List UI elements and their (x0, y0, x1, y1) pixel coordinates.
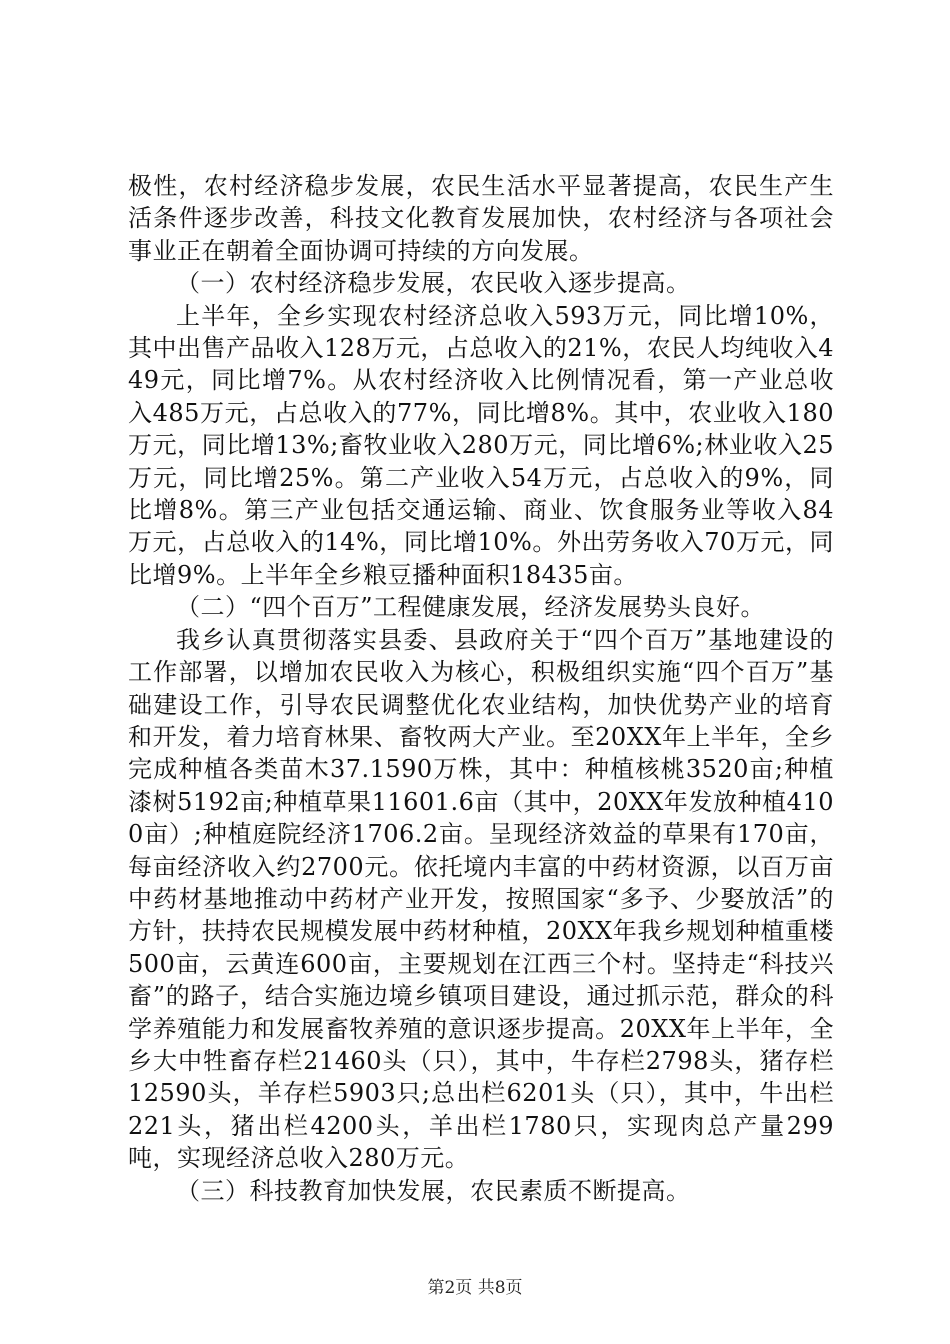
section-heading-1: （一）农村经济稳步发展，农民收入逐步提高。 (176, 269, 691, 298)
document-body (128, 170, 834, 1207)
paragraph-four-millions: 我乡认真贯彻落实县委、县政府关于“四个百万”基地建设的工作部署，以增加农民收入为核心，积极组织实施“四个百万”基础建设工作，引导农民调整优化农业结构，加快优势产业的培育和开发，着力培育林果、畜牧两大产业。至20XX年上半年，全乡完成种植各类苗木37.1590万株，其中：种植核桃3520亩;种植漆树5192亩;种植草果11601.6亩（其中，20XX年发放种植4100亩）;种植庭院经济1706.2亩。呈现经济效益的草果有170亩，每亩经济收入约2700元。依托境内丰富的中药材资源，以百万亩中药材基地推动中药材产业开发，按照国家“多予、少娶放活”的方针，扶持农民规模发展中药材种植，20XX年我乡规划种植重楼500亩，云黄连600亩，主要规划在江西三个村。坚持走“科技兴畜”的路子，结合实施边境乡镇项目建设，通过抓示范，群众的科学养殖能力和发展畜牧养殖的意识逐步提高。20XX年上半年，全乡大中牲畜存栏21460头（只），其中，牛存栏2798头，猪存栏12590头，羊存栏5903只;总出栏6201头（只），其中，牛出栏221头，猪出栏4200头，羊出栏1780只，实现肉总产量299吨，实现经济总收入280万元。 (128, 625, 834, 1173)
paragraph-economy-income: 上半年，全乡实现农村经济总收入593万元，同比增10%，其中出售产品收入128万元，占总收入的21%，农民人均纯收入449元，同比增7%。从农村经济收入比例情况看，第一产业总收入485万元，占总收入的77%，同比增8%。其中，农业收入180万元，同比增13%;畜牧业收入280万元，同比增6%;林业收入25万元，同比增25%。第二产业收入54万元，占总收入的9%，同比增8%。第三产业包括交通运输、商业、饮食服务业等收入84万元，占总收入的14%，同比增10%。外出劳务收入70万元，同比增9%。上半年全乡粮豆播种面积18435亩。 (128, 301, 834, 589)
page-number-footer: 第2页 共8页 (427, 1278, 523, 1298)
section-heading-2: （二）“四个百万”工程健康发展，经济发展势头良好。 (176, 593, 766, 622)
section-heading-3: （三）科技教育加快发展，农民素质不断提高。 (176, 1176, 691, 1205)
paragraph-continuation: 极性，农村经济稳步发展，农民生活水平显著提高，农民生产生活条件逐步改善，科技文化教育发展加快，农村经济与各项社会事业正在朝着全面协调可持续的方向发展。 (128, 172, 834, 265)
